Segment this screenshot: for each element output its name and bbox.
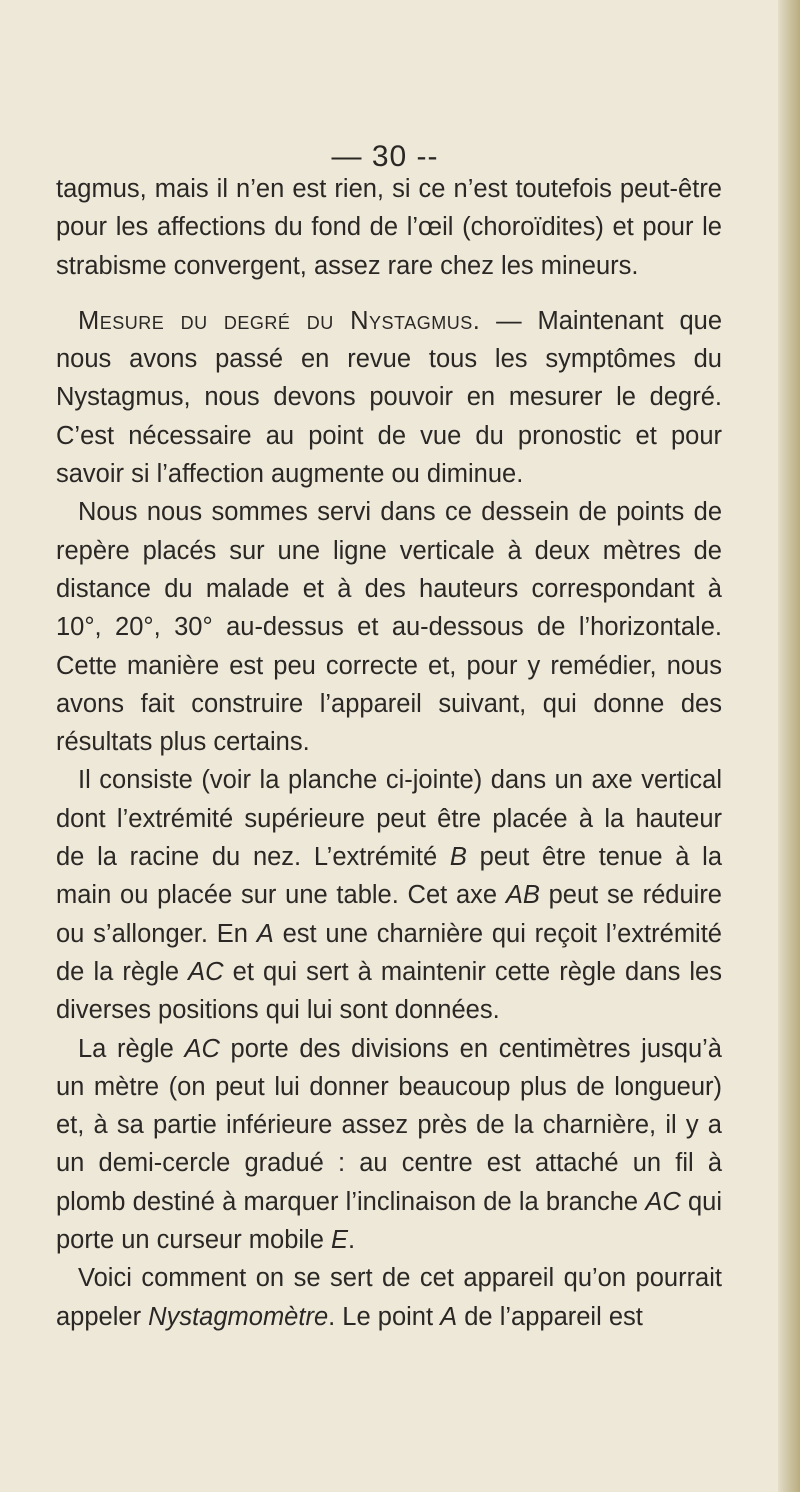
text-run: La règle	[78, 1034, 185, 1063]
text-run: est une charnière qui reçoit l’extrémité de la règle	[56, 919, 722, 986]
text-run: Il consiste (voir la planche ci-jointe) dans un axe vertical dont l’extrémité supérieure peut être placée à la hauteur de la racine du nez. L’extrémité	[56, 766, 722, 872]
text-run: qui porte un curseur mobile	[56, 1187, 722, 1255]
italic-label: AC	[184, 1034, 220, 1063]
paragraph-5	[56, 1030, 722, 1260]
italic-label: E	[330, 1226, 348, 1255]
text-run: peut se réduire ou s’allonger. En	[56, 881, 722, 948]
paragraph-6	[56, 1259, 722, 1336]
page-edge	[778, 0, 800, 1492]
paragraph-3: Nous nous sommes servi dans ce dessein de points de repère placés sur une ligne verticale à deux mètres de distance du malade et à des hauteurs correspondant à 10°, 20°, 30° au-dessus et au-dessous de l’horizontale. Cette manière est peu correcte et, pour y remédier, nous avons fait construire l’appareil suivant, qui donne des résultats plus certains.	[56, 498, 722, 757]
text-run: . Le point	[328, 1302, 441, 1331]
paragraph-1: tagmus, mais il n’en est rien, si ce n’est toutefois peut-être pour les affections du fond de l’œil (choroïdites) et pour le strabisme convergent, assez rare chez les mineurs.	[56, 175, 722, 280]
text-run: .	[348, 1226, 356, 1255]
text-run: Voici comment on se sert de cet appareil qu’on pourrait appeler	[56, 1264, 722, 1331]
italic-label: B	[449, 843, 467, 872]
page-body	[56, 170, 722, 1336]
section-heading: Mesure du degré du Nystagmus.	[78, 306, 481, 335]
paragraph-2	[56, 302, 722, 493]
italic-label: AB	[505, 881, 540, 910]
text-run: porte des divisions en centimètres jusqu’à un mètre (on peut lui donner beaucoup plus de longueur) et, à sa partie inférieure assez près de la charnière, il y a un demi-cercle gradué : au centre est attaché un fil à plomb destiné à marquer l’inclinaison de la branche	[56, 1034, 722, 1216]
text-run: peut être tenue à la main ou placée sur une table. Cet axe	[56, 843, 722, 910]
italic-label: AC	[645, 1187, 681, 1216]
text-run: et qui sert à maintenir cette règle dans les diverses positions qui lui sont données.	[56, 957, 722, 1025]
paragraph-2-body: — Maintenant que nous avons passé en revue tous les symptômes du Nystagmus, nous devons pouvoir en mesurer le degré. C’est nécessaire au point de vue du pronostic et pour savoir si l’affection augmente ou diminue.	[56, 306, 722, 489]
italic-label: AC	[188, 957, 224, 986]
italic-label: A	[256, 919, 274, 948]
page-number: — 30 --	[331, 140, 439, 173]
paragraph-4	[56, 761, 722, 1029]
italic-label: A	[440, 1302, 458, 1331]
text-run: de l’appareil est	[457, 1302, 643, 1331]
italic-term: Nystagmomètre	[148, 1302, 329, 1331]
